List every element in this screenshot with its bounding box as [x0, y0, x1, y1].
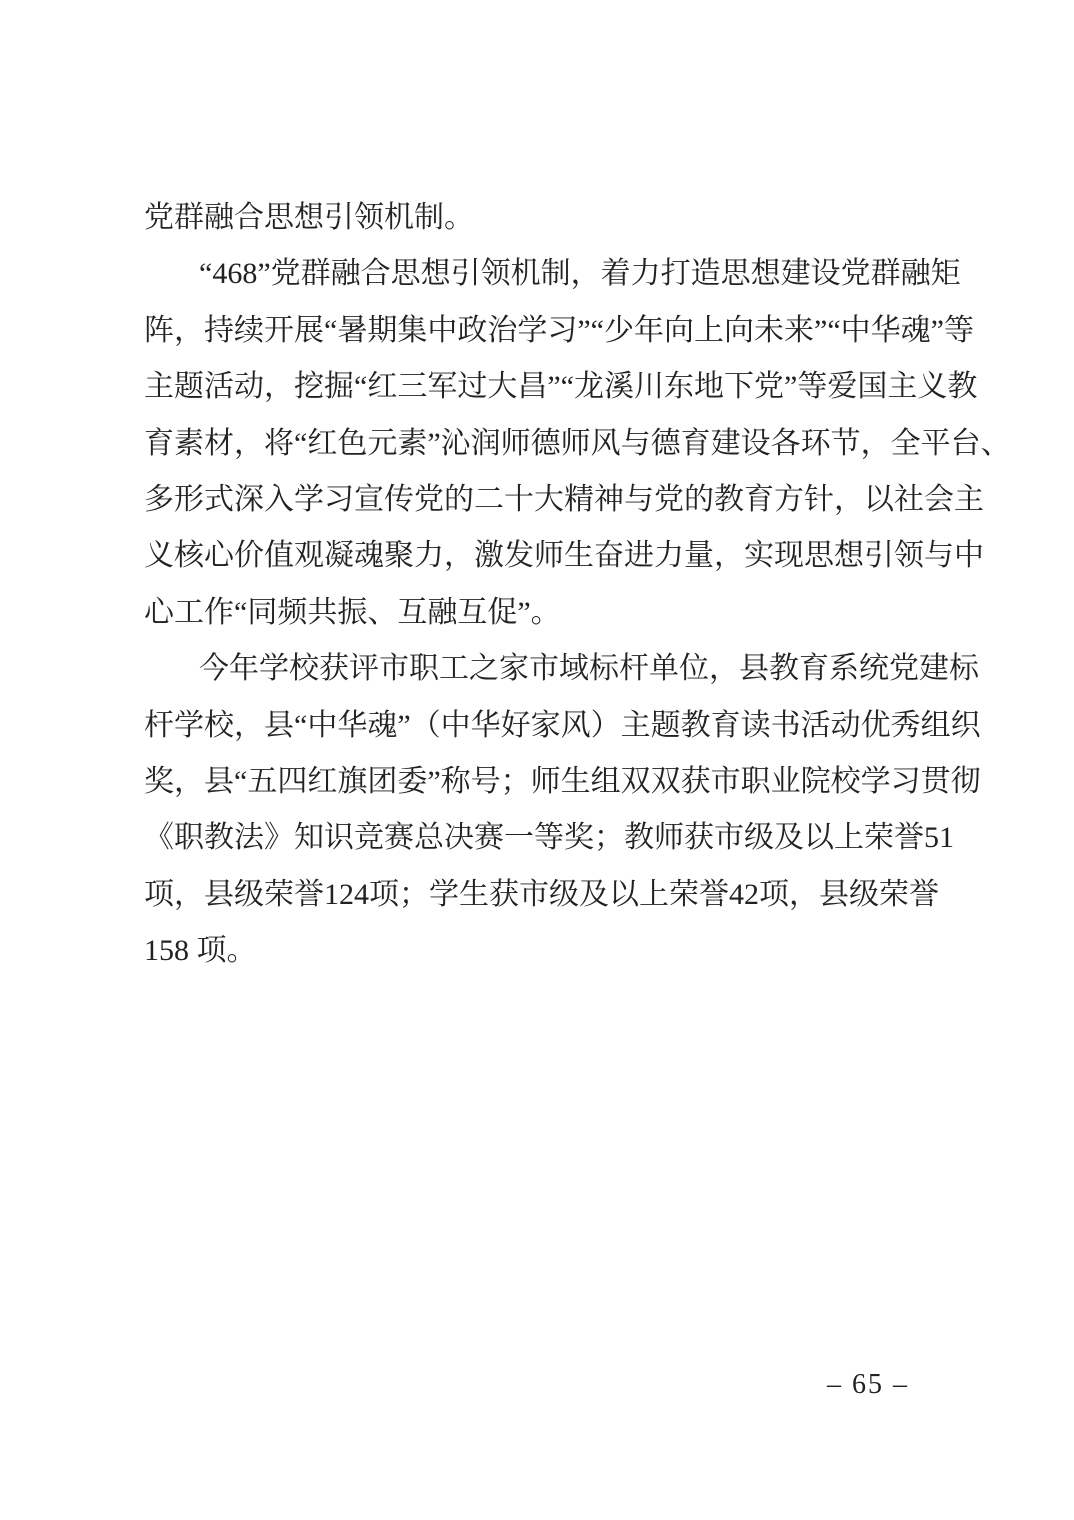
paragraph-468-mechanism [144, 246, 1011, 641]
text-line: 义 核 心 价 值 观 凝 魂 聚 力 ， 激 发 师 生 奋 进 力 量 ， 实 现 思 想 引 领 与 中 [144, 539, 984, 573]
text-line: 育 素 材 ， 将 “ 红 色 元 素 ” 沁 润 师 德 师 风 与 德 育 建 设 各 环 节 ， 全 平 台 、 [144, 426, 1011, 460]
text-line: 心工作“同频共振、互融互促”。 [144, 595, 561, 629]
text-line: 杆 学 校 ， 县 “ 中 华 魂 ” （ 中 华 好 家 风 ） 主 题 教 育 读 书 活 动 优 秀 组 织 [144, 708, 981, 742]
text-line: “ 468 ” 党 群 融 合 思 想 引 领 机 制 ， 着 力 打 造 思 想 建 设 党 群 融 矩 [199, 257, 961, 291]
paragraph-honors [144, 641, 981, 979]
text-line: 奖 ， 县 “ 五 四 红 旗 团 委 ” 称 号 ； 师 生 组 双 双 获 市 职 业 院 校 学 习 贯 彻 [144, 764, 981, 798]
paragraph-continuation [144, 190, 935, 246]
text-line: 党群融合思想引领机制。 [144, 201, 474, 234]
body-text [144, 190, 1011, 979]
page-number: – 65 – [827, 1369, 909, 1400]
text-line: 主 题 活 动 ， 挖 掘 “ 红 三 军 过 大 昌 ” “ 龙 溪 川 东 地 下 党 ” 等 爱 国 主 义 教 [144, 370, 978, 404]
text-line: 多 形 式 深 入 学 习 宣 传 党 的 二 十 大 精 神 与 党 的 教 育 方 针 ， 以 社 会 主 [144, 482, 984, 516]
text-line: 今 年 学 校 获 评 市 职 工 之 家 市 域 标 杆 单 位 ， 县 教 育 系 统 党 建 标 [199, 652, 979, 686]
text-line: 阵 ， 持 续 开 展 “ 暑 期 集 中 政 治 学 习 ” “ 少 年 向 上 向 未 来 ” “ 中 华 魂 ” 等 [144, 313, 974, 347]
text-line: 《 职 教 法 》 知 识 竞 赛 总 决 赛 一 等 奖 ； 教 师 获 市 级 及 以 上 荣 誉 51 [144, 821, 954, 855]
text-line: 项 ， 县 级 荣 誉 124 项 ； 学 生 获 市 级 及 以 上 荣 誉 42 项 ， 县 级 荣 誉 [144, 877, 939, 911]
text-line: 158 项。 [144, 934, 257, 968]
